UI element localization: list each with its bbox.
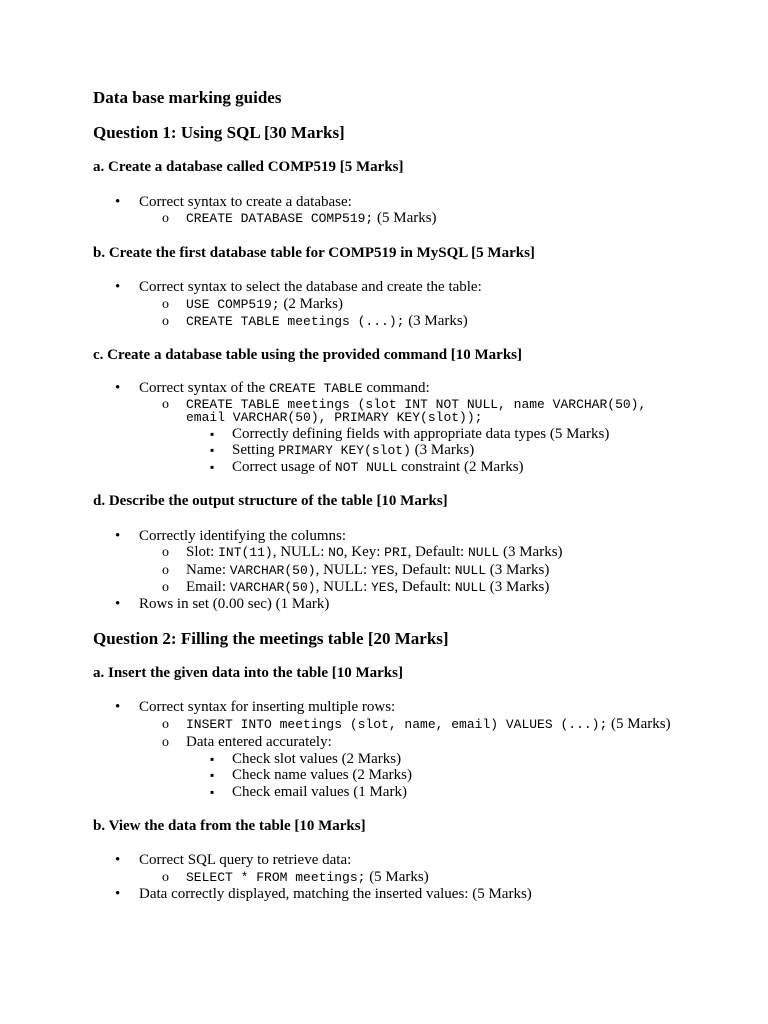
list-item: ▪ Check email values (1 Mark) xyxy=(232,784,407,801)
list-item: • Correct SQL query to retrieve data: xyxy=(139,852,351,869)
document-title: Data base marking guides xyxy=(93,88,282,107)
list-item: ▪ Correct usage of NOT NULL constraint (2 Marks) xyxy=(232,459,524,476)
list-item: o SELECT * FROM meetings; (5 Marks) xyxy=(186,869,429,886)
list-item: ▪ Setting PRIMARY KEY(slot) (3 Marks) xyxy=(232,442,474,459)
section-1c-heading: c. Create a database table using the provided command [10 Marks] xyxy=(93,347,523,363)
list-item: • Correct syntax to select the database and create the table: xyxy=(139,279,482,296)
list-item: • Correct syntax of the CREATE TABLE command: xyxy=(139,380,430,397)
list-item: o CREATE TABLE meetings (slot INT NOT NULL, name VARCHAR(50), xyxy=(186,396,646,413)
list-item: • Correct syntax to create a database: xyxy=(139,194,352,211)
list-item: o CREATE DATABASE COMP519; (5 Marks) xyxy=(186,210,437,227)
list-item: • Rows in set (0.00 sec) (1 Mark) xyxy=(139,596,329,613)
list-item: o CREATE TABLE meetings (...); (3 Marks) xyxy=(186,313,468,330)
list-item: o Email: VARCHAR(50), NULL: YES, Default: NULL (3 Marks) xyxy=(186,579,549,596)
list-item: • Correctly identifying the columns: xyxy=(139,528,346,545)
section-1a-heading: a. Create a database called COMP519 [5 Marks] xyxy=(93,159,404,175)
list-item: o Name: VARCHAR(50), NULL: YES, Default: NULL (3 Marks) xyxy=(186,562,549,579)
list-item: o INSERT INTO meetings (slot, name, email) VALUES (...); (5 Marks) xyxy=(186,716,671,733)
list-item: o Data entered accurately: xyxy=(186,734,332,751)
list-item: ▪ Check slot values (2 Marks) xyxy=(232,751,401,768)
list-item: ▪ Check name values (2 Marks) xyxy=(232,767,412,784)
section-1b-heading: b. Create the first database table for COMP519 in MySQL [5 Marks] xyxy=(93,245,535,261)
section-2a-heading: a. Insert the given data into the table [10 Marks] xyxy=(93,665,403,681)
section-2b-heading: b. View the data from the table [10 Marks] xyxy=(93,818,366,834)
list-item: • Correct syntax for inserting multiple rows: xyxy=(139,699,395,716)
question-2-heading: Question 2: Filling the meetings table [20 Marks] xyxy=(93,629,449,648)
list-item: o Slot: INT(11), NULL: NO, Key: PRI, Default: NULL (3 Marks) xyxy=(186,544,563,561)
list-item: ▪ Correctly defining fields with appropriate data types (5 Marks) xyxy=(232,426,609,443)
list-item: o USE COMP519; (2 Marks) xyxy=(186,296,343,313)
list-item: • Data correctly displayed, matching the inserted values: (5 Marks) xyxy=(139,886,532,903)
section-1d-heading: d. Describe the output structure of the table [10 Marks] xyxy=(93,493,448,509)
code-continuation: email VARCHAR(50), PRIMARY KEY(slot)); xyxy=(186,410,483,425)
question-1-heading: Question 1: Using SQL [30 Marks] xyxy=(93,123,345,142)
